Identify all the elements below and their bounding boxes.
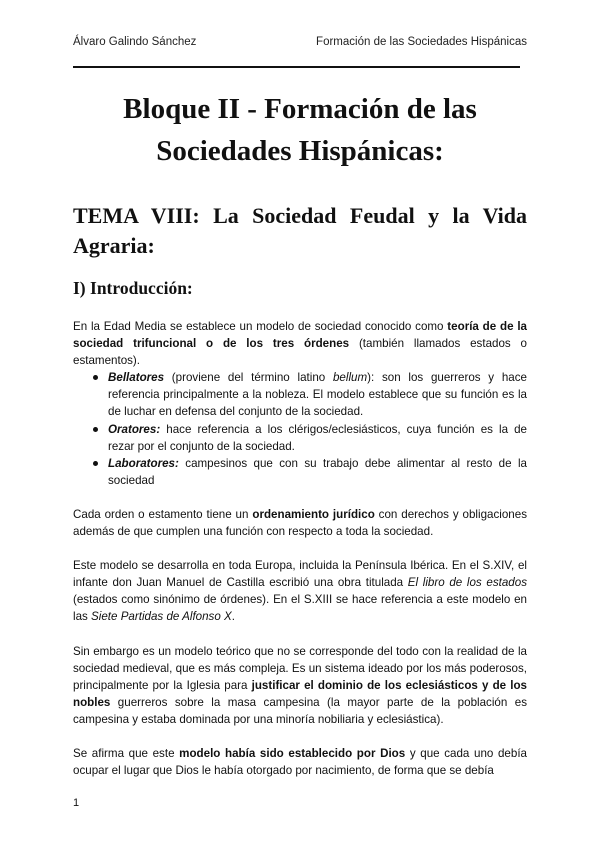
page-number: 1 (73, 797, 80, 809)
document-title (73, 88, 527, 172)
section-heading: I) Introducción: (73, 278, 193, 298)
header-author: Álvaro Galindo Sánchez (73, 36, 197, 48)
title-line-1: Bloque II - Formación de las (123, 93, 477, 125)
list-item-bellatores: Bellatores (proviene del término latino bellum): son los guerreros y hace referencia principalmente a la nobleza. El modelo establece que su función es la de luchar en defensa del conjunto de la sociedad. (108, 369, 527, 420)
title-line-2: Sociedades Hispánicas: (156, 135, 444, 167)
paragraph-dios: Se afirma que este modelo había sido establecido por Dios y que cada uno debía ocupar el lugar que Dios le había otorgado por nacimiento, de forma que se debía (73, 746, 527, 778)
tema-heading: TEMA VIII: La Sociedad Feudal y la Vida Agraria: (73, 203, 527, 258)
paragraph-ordenamiento: Cada orden o estamento tiene un ordenamiento jurídico con derechos y obligaciones además de que cumplen una función con respecto a toda la sociedad. (73, 507, 527, 539)
paragraph-intro: En la Edad Media se establece un modelo de sociedad conocido como teoría de de la sociedad trifuncional o de los tres órdenes (también llamados estados o estamentos). (73, 320, 527, 368)
list-item-laboratores: Laboratores: campesinos que con su trabajo debe alimentar al resto de la sociedad (108, 455, 527, 489)
estamentos-list (73, 369, 527, 489)
list-item-oratores: Oratores: hace referencia a los clérigos/eclesiásticos, cuya función es la de rezar por el conjunto de la sociedad. (108, 421, 527, 455)
header-doc-title: Formación de las Sociedades Hispánicas (316, 36, 527, 48)
paragraph-europa: Este modelo se desarrolla en toda Europa, incluida la Península Ibérica. En el S.XIV, el infante don Juan Manuel de Castilla escribió una obra titulada El libro de los estados (estados como sinónimo de órdenes). En el S.XIII se hace referencia a este modelo en las Siete Partidas de Alfonso X. (73, 559, 527, 624)
paragraph-modelo-teorico: Sin embargo es un modelo teórico que no se corresponde del todo con la realidad de la sociedad medieval, que es más compleja. Es un sistema ideado por los más poderosos, principalmente por la Iglesia para justificar el dominio de los eclesiásticos y de los nobles guerreros sobre la masa campesina (la mayor parte de la población es campesina y estaba dominada por una minoría nobiliaria y eclesiástica). (73, 644, 527, 726)
body-text (73, 318, 527, 796)
header-rule (73, 66, 520, 68)
